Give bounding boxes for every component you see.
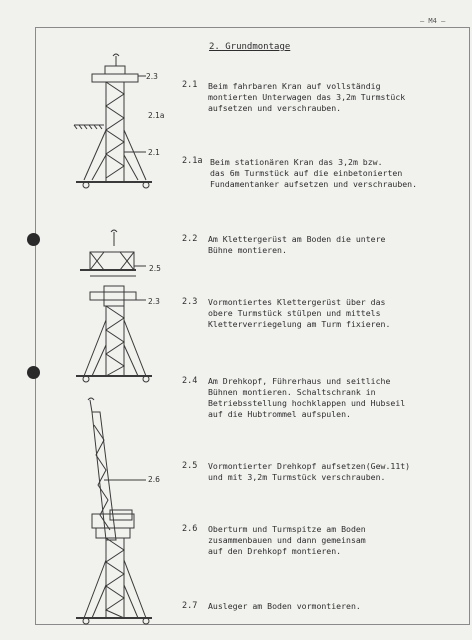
section-title: 2. Grundmontage [209,42,291,52]
step-text-2-4-line-1: Am Drehkopf, Führerhaus und seitliche [208,376,391,386]
step-text-2-1-line-3: aufsetzen und verschrauben. [208,103,342,113]
step-text-2-6-line-2: zusammenbauen und dann gemeinsam [208,535,366,545]
step-number-2-5: 2.5 [182,461,198,471]
step-text-2-1-line-2: montierten Unterwagen das 3,2m Turmstück [208,92,406,102]
figure-label-2-1a: 2.1a [148,111,165,120]
step-text-2-3-line-3: Kletterverriegelung am Turm fixieren. [208,319,391,329]
figure-label-2-1: 2.1 [148,148,160,157]
figure-tower-top-boom [76,398,152,624]
step-text-2-4-line-3: Betriebsstellung hochklappen und Hubseil [208,398,406,408]
step-number-2-1a: 2.1a [182,156,203,166]
step-text-2-3-line-2: obere Turmstück stülpen und mittels [208,308,381,318]
step-text-2-1a-line-2: das 6m Turmstück auf die einbetonierten [210,168,403,178]
step-text-2-6-line-1: Oberturm und Turmspitze am Boden [208,524,366,534]
step-number-2-4: 2.4 [182,376,198,386]
step-text-2-4-line-4: auf die Hubtrommel aufspulen. [208,409,351,419]
page-number: – M4 – [420,17,446,25]
figure-label-2-5: 2.5 [149,264,161,273]
step-number-2-2: 2.2 [182,234,198,244]
step-number-2-6: 2.6 [182,524,198,534]
step-number-2-7: 2.7 [182,601,198,611]
step-text-2-5-line-1: Vormontierter Drehkopf aufsetzen(Gew.11t) [208,461,411,471]
step-text-2-2-line-1: Am Klettergerüst am Boden die untere [208,234,386,244]
step-text-2-3-line-1: Vormontiertes Klettergerüst über das [208,297,386,307]
step-text-2-6-line-3: auf den Drehkopf montieren. [208,546,342,556]
step-number-2-3: 2.3 [182,297,198,307]
figure-label-2-3-top: 2.3 [146,72,158,81]
figure-label-2-6: 2.6 [148,475,160,484]
step-text-2-1a-line-3: Fundamentanker aufsetzen und verschrauben. [210,179,418,189]
step-text-2-7-line-1: Ausleger am Boden vormontieren. [208,601,361,611]
step-number-2-1: 2.1 [182,80,198,90]
figure-tower-undercarriage [74,54,152,188]
figure-climbing-frame [76,230,152,382]
step-text-2-2-line-2: Bühne montieren. [208,245,287,255]
figure-label-2-3-middle: 2.3 [148,297,160,306]
step-text-2-5-line-2: und mit 3,2m Turmstück verschrauben. [208,472,386,482]
step-text-2-1a-line-1: Beim stationären Kran das 3,2m bzw. [210,157,383,167]
step-text-2-1-line-1: Beim fahrbaren Kran auf vollständig [208,81,381,91]
step-text-2-4-line-2: Bühnen montieren. Schaltschrank in [208,387,376,397]
